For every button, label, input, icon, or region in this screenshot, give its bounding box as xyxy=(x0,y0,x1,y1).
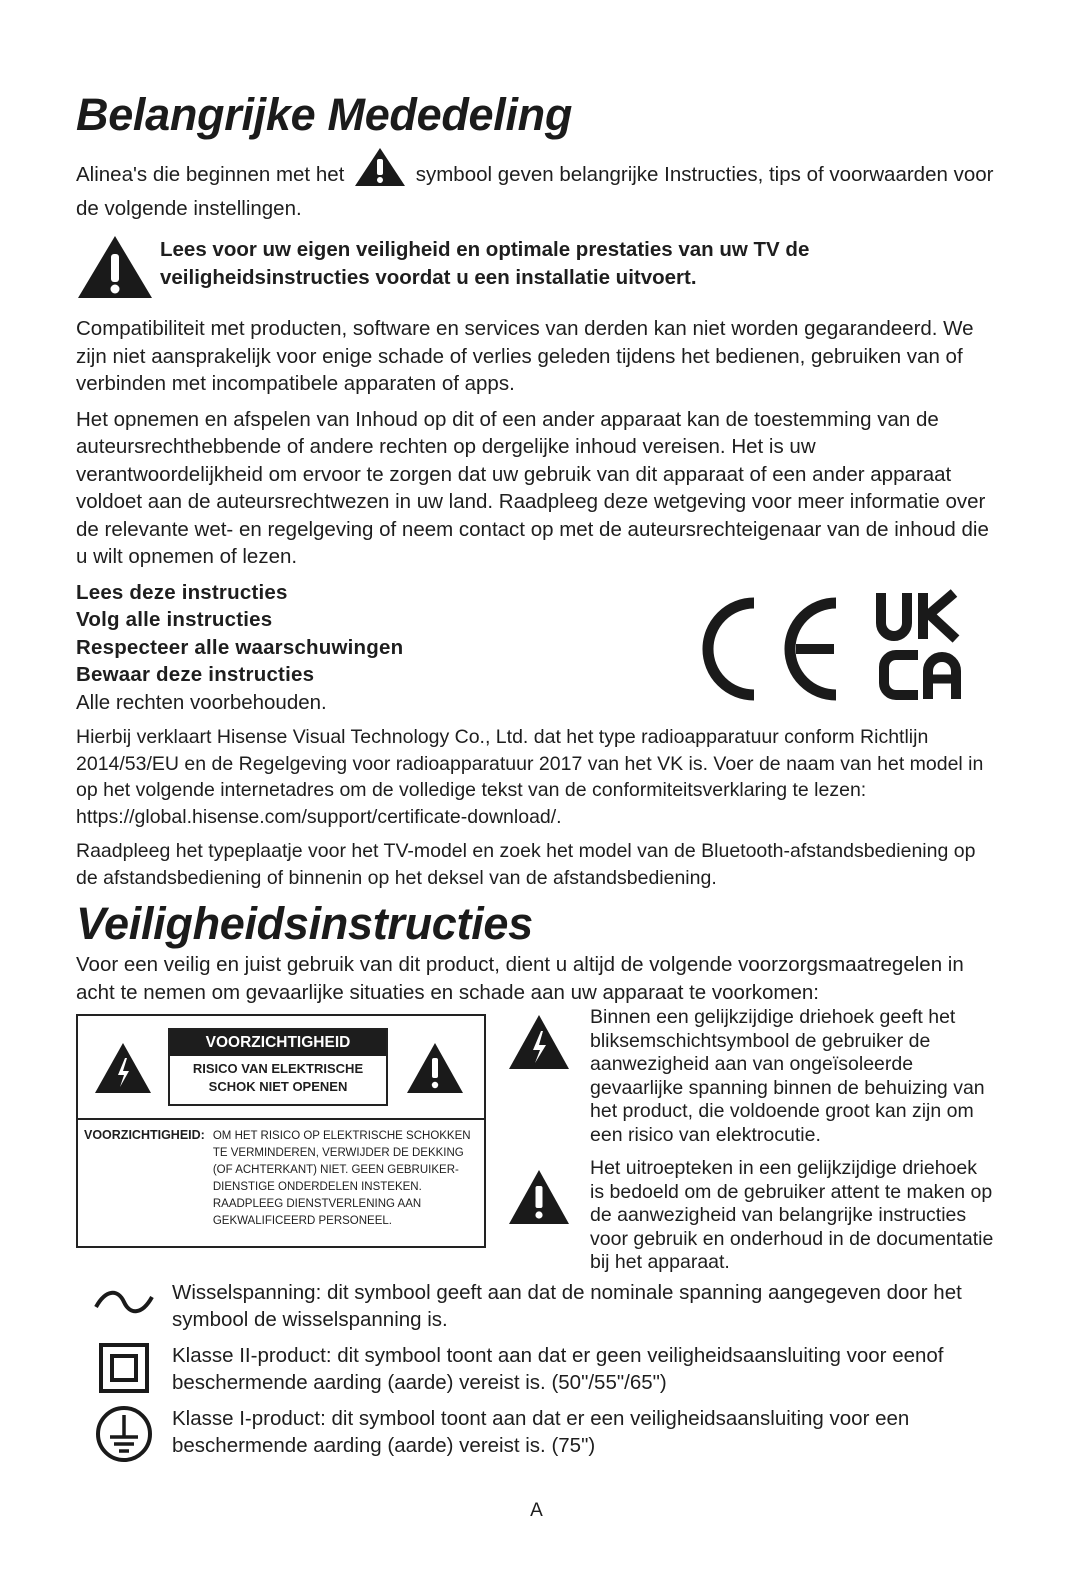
instructions-block xyxy=(76,579,996,717)
caution-sub-line: RISICO VAN ELEKTRISCHE xyxy=(192,1061,364,1076)
notice-intro xyxy=(76,147,996,222)
compatibility-paragraph: Compatibiliteit met producten, software en services van derden kan niet worden gegarandeerd. We zijn niet aansprakelijk voor enige schade of verlies geleden tijdens het bedienen, gebruiken van of verbinden met incompatibele apparaten of apps. xyxy=(76,317,974,395)
caution-label-top xyxy=(78,1016,484,1120)
ac-voltage-icon xyxy=(76,1279,172,1317)
intro-after: symbool geven belangrijke Instructies, tips of voorwaarden voor de volgende instellingen. xyxy=(76,163,994,220)
page xyxy=(76,88,996,1463)
rights-text: Alle rechten voorbehouden. xyxy=(76,690,327,714)
warning-triangle-icon xyxy=(354,147,406,195)
class-ii-row xyxy=(76,1342,996,1397)
protective-earth-icon xyxy=(76,1405,172,1463)
warning-triangle-icon xyxy=(76,234,156,305)
bolt-text: Binnen een gelijkzijdige driehoek geeft het bliksemschichtsymbool de gebruiker de aanwezigheid aan van ongeïsoleerde gevaarlijke spanning binnen de behuizing van het product, die voldoende groot kan zijn om een risico van elektrocutie. xyxy=(590,1006,985,1146)
safety-intro: Voor een veilig en juist gebruik van dit product, dient u altijd de volgende voorzorgsmaatregelen in acht te nemen om gevaarlijke situaties en schade aan uw apparaat te voorkomen: xyxy=(76,953,964,1004)
class-i-row xyxy=(76,1405,996,1463)
ac-voltage-row xyxy=(76,1279,996,1334)
caution-label-box xyxy=(76,1014,486,1248)
caution-header: VOORZICHTIGHEID xyxy=(170,1030,386,1056)
warning-triangle-icon xyxy=(508,1157,590,1230)
bluetooth-paragraph: Raadpleeg het typeplaatje voor het TV-model en zoek het model van de Bluetooth-afstandsbediening op de afstandsbediening of binnenin op het deksel van de afstandsbediening. xyxy=(76,840,976,889)
copyright-paragraph: Het opnemen en afspelen van Inhoud op dit of een ander apparaat kan de toestemming van de auteursrechthebbende of andere rechten op dergelijke inhoud vereisen. Het is uw verantwoordelijkheid om ervoor te zorgen dat uw gebruik van dit apparaat of een ander apparaat voldoet aan de auteursrechtwezen in uw land. Raadpleeg deze wetgeving voor meer informatie over de relevante wet- en regelgeving of neem contact op met de auteursrechteigenaar van de inhoud die u wilt opnemen of lezen. xyxy=(76,407,989,568)
list-item: Lees deze instructies xyxy=(76,580,288,604)
list-item: Bewaar deze instructies xyxy=(76,663,315,686)
exclamation-text: Het uitroepteken in een gelijkzijdige driehoek is bedoeld om de gebruiker attent te maken op de aanwezigheid van belangrijke instructies voor gebruik en onderhoud in de documentatie bij het apparaat. xyxy=(590,1157,994,1273)
caution-sub xyxy=(170,1060,386,1096)
class-ii-text: Klasse II-product: dit symbool toont aan dat er geen veiligheidsaansluiting voor eenof beschermende aarding (aarde) vereist is. (50"/55"/65") xyxy=(172,1343,944,1394)
exclamation-explanation xyxy=(508,1157,996,1275)
ukca-mark xyxy=(881,593,956,699)
intro-before: Alinea's die beginnen met het xyxy=(76,163,345,186)
caution-sub-line: SCHOK NIET OPENEN xyxy=(208,1079,348,1094)
caution-detail-text: OM HET RISICO OP ELEKTRISCHE SCHOKKEN TE VERMINDEREN, VERWIJDER DE DEKKING (OF ACHTERKANT) NIET. GEEN GEBRUIKER-DIENSTIGE ONDERDELEN INSTEKEN. RAADPLEEG DIENSTVERLENING AAN GEKWALIFICEERD PERSONEEL. xyxy=(212,1130,471,1227)
bolt-explanation xyxy=(508,1006,996,1147)
declaration-paragraph: Hierbij verklaart Hisense Visual Technology Co., Ltd. dat het type radioapparatuur conform Richtlijn 2014/53/EU en de Regelgeving voor radioapparatuur 2017 van het VK is. Voer de naam van het model in op het volgende internetadres om de volledige tekst van de conformiteitsverklaring te lezen: https://global.hisense.com/support/certificate-download/. xyxy=(76,726,984,828)
caution-label xyxy=(168,1028,388,1106)
caution-details xyxy=(84,1128,480,1230)
ac-voltage-text: Wisselspanning: dit symbool geeft aan dat de nominale spanning aangegeven door het symbool de wisselspanning is. xyxy=(172,1280,962,1331)
page-number: A xyxy=(530,1500,543,1521)
warning-text: Lees voor uw eigen veiligheid en optimale prestaties van uw TV de veiligheidsinstructies voordat u een installatie uitvoert. xyxy=(160,238,810,289)
ce-mark xyxy=(708,603,836,695)
safety-title: Veiligheidsinstructies xyxy=(76,898,533,949)
electric-bolt-icon xyxy=(94,1042,152,1099)
conformity-marks xyxy=(696,589,996,714)
warning-triangle-icon xyxy=(406,1042,464,1099)
class-ii-icon xyxy=(76,1342,172,1394)
electric-bolt-icon xyxy=(508,1006,590,1075)
notice-title: Belangrijke Mededeling xyxy=(76,89,573,140)
symbol-explanations xyxy=(508,1006,996,1275)
list-item: Volg alle instructies xyxy=(76,608,273,631)
class-i-text: Klasse I-product: dit symbool toont aan dat er een veiligheidsaansluiting voor een beschermende aarding (aarde) vereist is. (75") xyxy=(172,1406,910,1457)
safety-symbols xyxy=(76,1006,996,1275)
list-item: Respecteer alle waarschuwingen xyxy=(76,635,404,659)
caution-detail-label: VOORZICHTIGHEID: xyxy=(84,1128,205,1142)
safety-warning xyxy=(76,236,996,305)
